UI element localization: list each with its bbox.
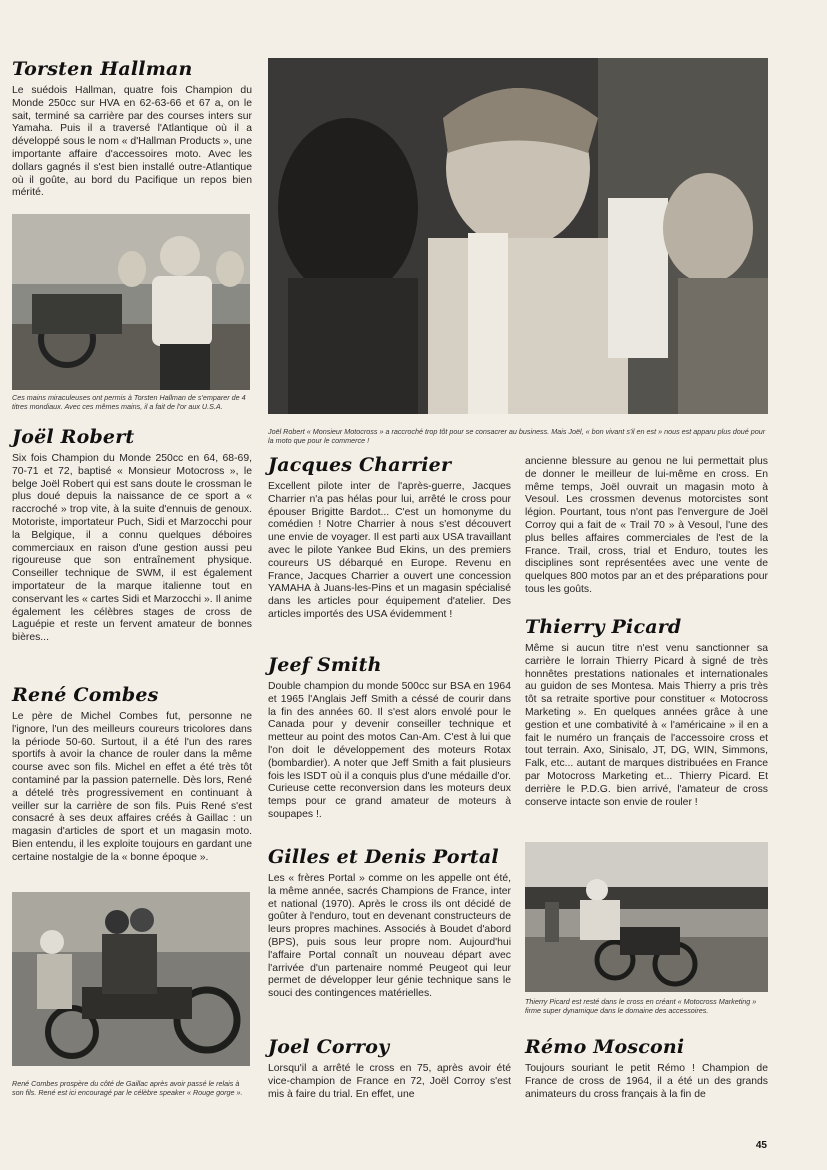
text-mosconi: Toujours souriant le petit Rémo ! Champion de France de cross de 1964, il a été un des grands animateurs du cross français à la fin de bbox=[525, 1063, 768, 1100]
text-robert: Six fois Champion du Monde 250cc en 64, 68-69, 70-71 et 72, baptisé « Monsieur Motocross », le belge Joël Robert qui est sans doute le crossman le plus doué depuis la naissance de ce sport a « raccroché » trop vite, à la suite d'ennuis de genoux. Motoriste, importateur Puch, Sidi et Marzocchi pour la Belgique, il a connu quelques déboires commerciaux en raison d'une gestion aussi peu rigoureuse que son entraînement physique. Conseiller technique de SWM, il est également importateur de la marque italienne tout en conservant les « cartes Sidi et Marzocchi ». Il anime également les célèbres stages de cross de Laguépie et reste un fervent amateur de bonnes bières... bbox=[12, 453, 252, 644]
text-hallman: Le suédois Hallman, quatre fois Champion du Monde 250cc sur HVA en 62-63-66 et 67 a, on le sait, terminé sa carrière par des courses inters sur Yamaha. Puis il a traversé l'Atlantique où il a développé sous le nom « d'Hallman Products », une importante affaire d'accessoires moto. Avec les dollars gagnés il s'est bien installé outre-Atlantique où il goûte, au bord du Pacifique un repos bien mérité. bbox=[12, 85, 252, 199]
caption-robert: Joël Robert « Monsieur Motocross » a raccroché trop tôt pour se consacrer au business. Mais Joël, « bon vivant s'il en est » nous est apparu plus doué pour la moto que pour le commerce ! bbox=[268, 427, 766, 445]
photo-picard bbox=[525, 842, 768, 992]
section-portal bbox=[268, 846, 511, 1001]
heading-smith: Jeef Smith bbox=[268, 654, 382, 676]
heading-portal: Gilles et Denis Portal bbox=[268, 846, 499, 868]
section-corroy bbox=[268, 1036, 511, 1101]
section-charrier bbox=[268, 454, 511, 622]
page-number: 45 bbox=[755, 1140, 767, 1151]
text-combes: Le père de Michel Combes fut, personne ne l'ignore, l'un des meilleurs coureurs tricolores dans la période 50-60. Surtout, il a été l'un des rares sportifs à avoir la chance de rouler dans la même course avec son fils. Michel en effet a été très tôt contaminé par la passion paternelle. Dès lors, René a dételé très progressivement en continuant à veiller sur la carrière de son fils. Puis René s'est consacré à ses deux affaires créés à Gaillac : un magasin d'articles de sport et un magasin moto. Bien entendu, il les exploite toujours en gardant une certaine nostalgie de la « bonne époque ». bbox=[12, 711, 252, 863]
photo-combes bbox=[12, 892, 250, 1066]
text-charrier: Excellent pilote inter de l'après-guerre, Jacques Charrier n'a pas hélas pour lui, arrêté le cross pour épouser Brigitte Bardot... C'est un homonyme du comédien ! Notre Charrier à nous s'est découvert une envie de voyager. Il est parti aux USA travaillant avec le pilote Yankee Bud Ekins, un des premiers coureurs US débarqué en Europe. Revenu en France, Jacques Charrier a ouvert une concession YAMAHA à Juans-les-Pins et un magasin spécialisé dans les articles pour équipement d'atelier. Des articles importés des USA évidemment ! bbox=[268, 481, 511, 620]
caption-hallman: Ces mains miraculeuses ont permis à Torsten Hallman de s'emparer de 4 titres mondiaux. Avec ces mêmes mains, il a fait de l'or aux U.S.A. bbox=[12, 393, 246, 411]
photo-robert bbox=[268, 58, 768, 414]
heading-corroy: Joel Corroy bbox=[268, 1036, 390, 1058]
text-portal: Les « frères Portal » comme on les appelle ont été, la même année, sacrés Champions de France, inter et national (1970). Après le cross ils ont décidé de goûter à l'enduro, tout en devenant constructeurs de leurs propres machines. Associés à Boudet d'abord (BPS), puis sous leur propre nom. Aujourd'hui l'affaire Portal connaît un nouveau départ avec l'arrivée d'un partenaire nommé Peugeot qui leur permet de développer leur génie technique sans le souci des contingences matérielles. bbox=[268, 873, 511, 1000]
text-smith: Double champion du monde 500cc sur BSA en 1964 et 1965 l'Anglais Jeff Smith a céssé de courir dans la fin des années 60. Il s'est alors envolé pour le Canada pour y devenir conseiller technique et metteur au point des motos Can-Am. C'est à lui que l'on doit le développement des moteurs Rotax (bombardier). A noter que Jeff Smith a fait plusieurs fois les ISDT où il a conquis plus d'une médaille d'or. Curieuse cette reconversion dans les moteurs deux temps pour ce grand amateur de moteurs à soupapes !. bbox=[268, 681, 511, 820]
text-picard: Même si aucun titre n'est venu sanctionner sa carrière le lorrain Thierry Picard à signé de très honnêtes prestations nationales et internationales au guidon de ses Montesa. Mais Thierry a pris très tôt sa retraite sportive pour constituer « Motocross Marketing ». En quelques années grâce à une gestion et une combativité à « l'américaine » il en a fait le numéro un français de l'accessoire cross et tout terrain. Axo, Sinisalo, JT, DG, WIN, Simmons, Falk, etc... autant de marques distribuées en France par Motocross Marketing et... Thierry Picard. Et derrière le P.D.G. bien arrivé, l'amateur de cross conserve intacte son envie de rouler ! bbox=[525, 643, 768, 808]
heading-mosconi: Rémo Mosconi bbox=[525, 1036, 685, 1058]
text-corroy: Lorsqu'il a arrêté le cross en 75, après avoir été vice-champion de France en 72, Joël Corroy s'est mis à faire du trial. En effet, une bbox=[268, 1063, 511, 1100]
text-corroy-continued: ancienne blessure au genou ne lui permettait plus de donner le meilleur de lui-même en cross. En même temps, Joël ouvrait un magasin moto à Vesoul. Les crossmen devenus motorcistes sont légion. Pourtant, tous n'ont pas l'envergure de Joël Corroy qui a fait de « Trail 70 » à Vesoul, l'une des plus belles affaires commerciales de l'est de la France. Trail, cross, trial et Enduro, toutes les disciplines sont représentées avec une vente de quelques 800 motos par an et des préparations pour tous les goûts. bbox=[525, 456, 768, 595]
heading-picard: Thierry Picard bbox=[525, 616, 682, 638]
section-robert bbox=[12, 426, 252, 645]
caption-combes: René Combes prospère du côté de Gaillac après avoir passé le relais à son fils. René est ici encouragé par le célèbre speaker « Rouge gorge ». bbox=[12, 1079, 243, 1097]
heading-combes: René Combes bbox=[12, 684, 159, 706]
section-combes bbox=[12, 684, 252, 865]
section-smith bbox=[268, 654, 511, 822]
section-mosconi bbox=[525, 1036, 768, 1101]
section-hallman bbox=[12, 58, 252, 200]
heading-hallman: Torsten Hallman bbox=[12, 58, 193, 80]
section-corroy-continued bbox=[525, 456, 768, 597]
heading-charrier: Jacques Charrier bbox=[268, 454, 452, 476]
heading-robert: Joël Robert bbox=[12, 426, 135, 448]
section-picard bbox=[525, 616, 768, 809]
caption-picard: Thierry Picard est resté dans le cross en créant « Motocross Marketing » firme super dynamique dans le domaine des accessoires. bbox=[525, 997, 757, 1015]
photo-hallman bbox=[12, 214, 250, 390]
